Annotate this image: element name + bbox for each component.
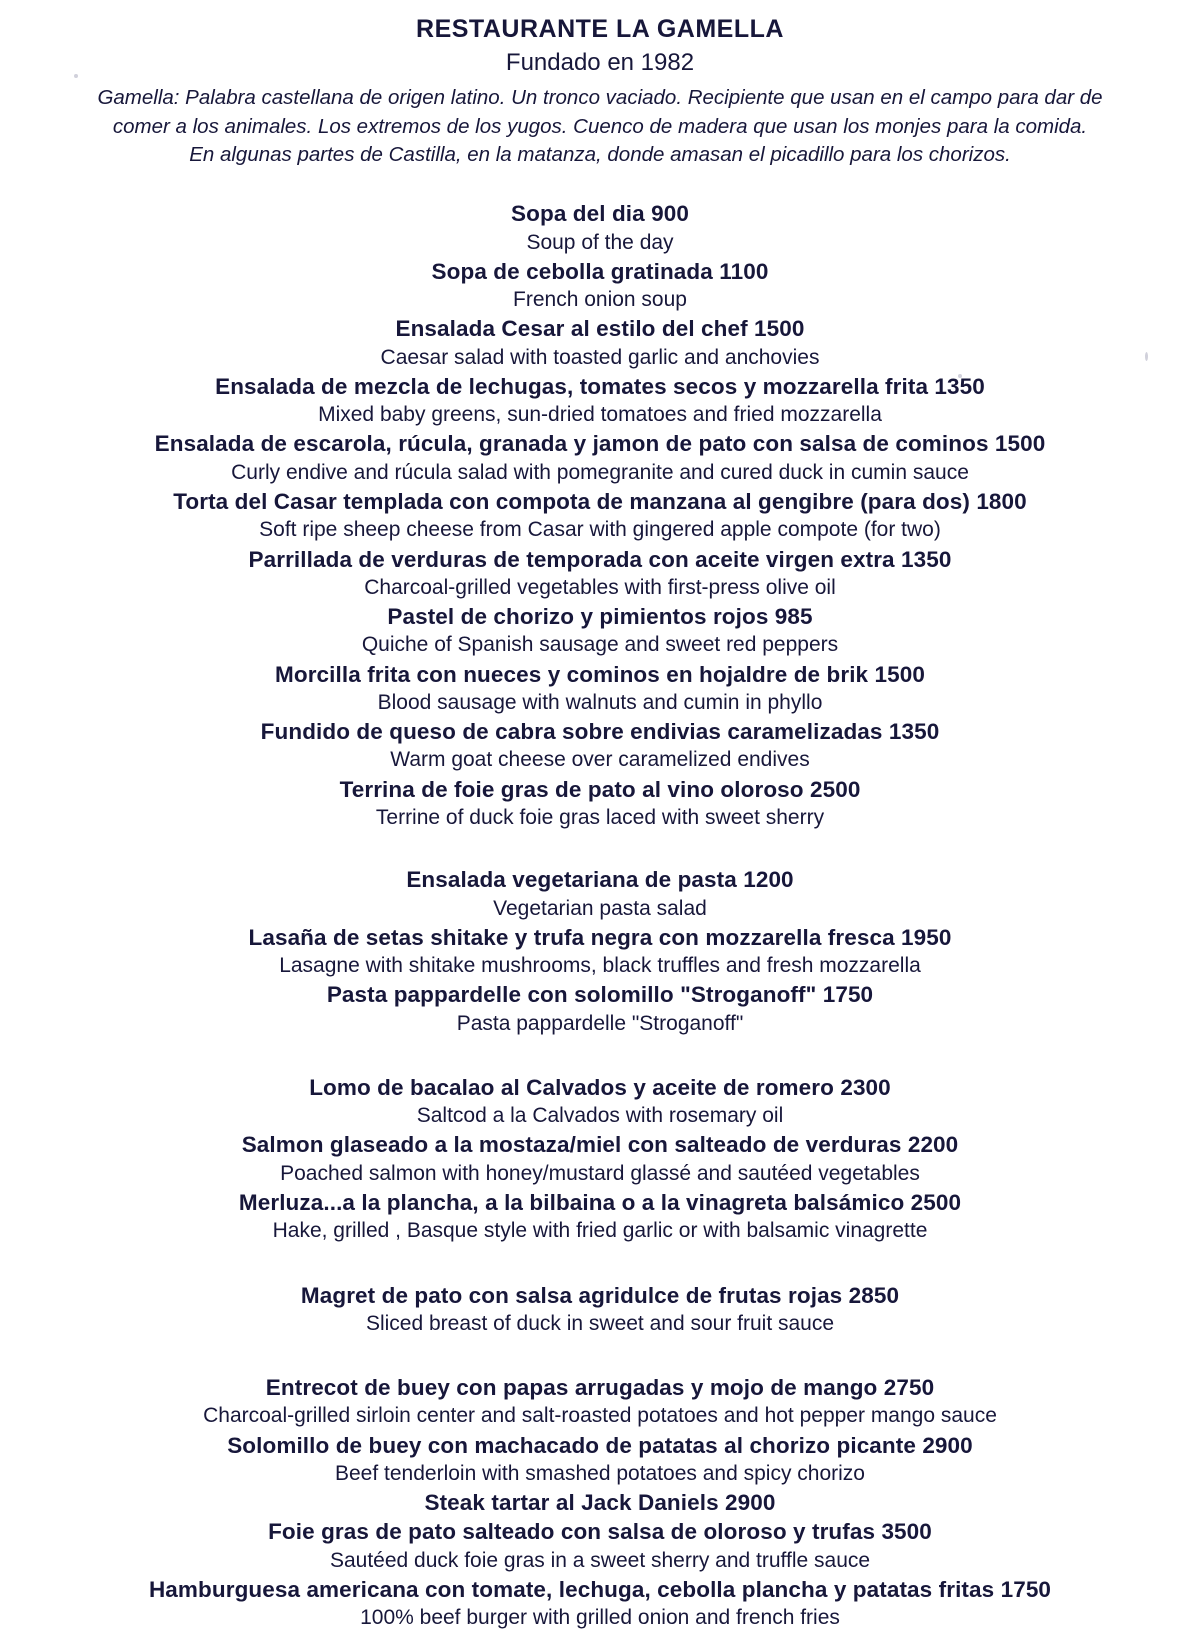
menu-item — [60, 1373, 1140, 1430]
menu-item — [60, 199, 1140, 256]
menu-item — [60, 1517, 1140, 1574]
dish-name: Ensalada vegetariana de pasta 1200 — [406, 867, 794, 893]
dish-name: Sopa del dia 900 — [511, 201, 689, 227]
dish-description: Mixed baby greens, sun-dried tomatoes and fried mozzarella — [318, 403, 882, 427]
dish-description: Sautéed duck foie gras in a sweet sherry and truffle sauce — [329, 1548, 871, 1572]
dish-description: Pasta pappardelle "Stroganoff" — [456, 1011, 744, 1035]
dish-name: Sopa de cebolla gratinada 1100 — [431, 258, 769, 284]
dish-description: Caesar salad with toasted garlic and anchovies — [380, 345, 820, 369]
dish-description: Charcoal-grilled vegetables with first-press olive oil — [364, 575, 836, 599]
menu-item — [60, 1281, 1140, 1338]
dish-description: Soft ripe sheep cheese from Casar with gingered apple compote (for two) — [259, 518, 941, 542]
dish-name: Entrecot de buey con papas arrugadas y mojo de mango 2750 — [265, 1375, 935, 1401]
menu-item — [60, 314, 1140, 371]
menu-item — [60, 372, 1140, 429]
dish-description: Saltcod a la Calvados with rosemary oil — [416, 1104, 784, 1128]
restaurant-name: RESTAURANTE LA GAMELLA — [416, 15, 784, 43]
paper-speck — [1145, 352, 1148, 361]
menu-item — [60, 1575, 1140, 1632]
menu-item — [60, 257, 1140, 314]
menu-item — [60, 1130, 1140, 1187]
menu-section-starters — [60, 199, 1140, 831]
dish-description: Hake, grilled , Basque style with fried garlic or with balsamic vinagrette — [272, 1219, 928, 1243]
menu-item — [60, 487, 1140, 544]
dish-name: Salmon glaseado a la mostaza/miel con salteado de verduras 2200 — [241, 1132, 959, 1158]
paper-speck — [958, 374, 962, 378]
definition-line: comer a los animales. Los extremos de los yugos. Cuenco de madera que usan los monjes para la comida. — [112, 114, 1088, 138]
menu-item — [60, 660, 1140, 717]
dish-name: Morcilla frita con nueces y cominos en hojaldre de brik 1500 — [275, 661, 925, 687]
menu-section-fish — [60, 1073, 1140, 1245]
menu-section-pastas — [60, 865, 1140, 1037]
menu-item — [60, 1488, 1140, 1517]
dish-description: Curly endive and rúcula salad with pomegranite and cured duck in cumin sauce — [231, 460, 969, 484]
menu-item — [60, 1073, 1140, 1130]
dish-description: Lasagne with shitake mushrooms, black truffles and fresh mozzarella — [279, 954, 921, 978]
menu-item — [60, 980, 1140, 1037]
dish-description: Soup of the day — [526, 230, 674, 254]
dish-name: Lasaña de setas shitake y trufa negra con mozzarella fresca 1950 — [248, 924, 952, 950]
menu-item — [60, 1431, 1140, 1488]
dish-name: Hamburguesa americana con tomate, lechuga, cebolla plancha y patatas fritas 1750 — [148, 1577, 1052, 1603]
gamella-definition — [85, 84, 1115, 169]
dish-description: Charcoal-grilled sirloin center and salt-roasted potatoes and hot pepper mango sauce — [203, 1404, 997, 1428]
menu-item — [60, 1188, 1140, 1245]
dish-name: Parrillada de verduras de temporada con aceite virgen extra 1350 — [248, 546, 952, 572]
dish-name: Pastel de chorizo y pimientos rojos 985 — [387, 604, 813, 630]
founded-year: Fundado en 1982 — [505, 49, 695, 77]
dish-description: Quiche of Spanish sausage and sweet red peppers — [361, 633, 839, 657]
dish-description: French onion soup — [513, 288, 687, 312]
paper-speck — [74, 74, 78, 78]
dish-description: Blood sausage with walnuts and cumin in phyllo — [377, 690, 823, 714]
dish-name: Merluza...a la plancha, a la bilbaina o a la vinagreta balsámico 2500 — [238, 1190, 962, 1216]
dish-name: Ensalada Cesar al estilo del chef 1500 — [395, 316, 805, 342]
dish-name: Pasta pappardelle con solomillo "Stroganoff" 1750 — [326, 982, 874, 1008]
dish-name: Fundido de queso de cabra sobre endivias caramelizadas 1350 — [260, 719, 940, 745]
dish-name: Lomo de bacalao al Calvados y aceite de romero 2300 — [309, 1074, 891, 1100]
menu-section-duck — [60, 1281, 1140, 1338]
menu-item — [60, 717, 1140, 774]
dish-name: Steak tartar al Jack Daniels 2900 — [424, 1490, 776, 1516]
menu-item — [60, 923, 1140, 980]
menu-section-meats — [60, 1373, 1140, 1631]
dish-name: Foie gras de pato salteado con salsa de oloroso y trufas 3500 — [268, 1519, 932, 1545]
dish-description: Warm goat cheese over caramelized endives — [390, 748, 810, 772]
definition-line: Gamella: Palabra castellana de origen latino. Un tronco vaciado. Recipiente que usan en el campo para dar de — [97, 86, 1103, 110]
menu-item — [60, 865, 1140, 922]
dish-description: Sliced breast of duck in sweet and sour fruit sauce — [365, 1311, 835, 1335]
dish-name: Magret de pato con salsa agridulce de frutas rojas 2850 — [300, 1282, 900, 1308]
definition-line: En algunas partes de Castilla, en la matanza, donde amasan el picadillo para los chorizos. — [189, 143, 1011, 166]
dish-name: Solomillo de buey con machacado de patatas al chorizo picante 2900 — [227, 1432, 973, 1458]
menu-item — [60, 775, 1140, 832]
dish-name: Ensalada de escarola, rúcula, granada y jamon de pato con salsa de cominos 1500 — [154, 431, 1046, 457]
dish-description: Beef tenderloin with smashed potatoes and spicy chorizo — [335, 1461, 865, 1485]
menu-item — [60, 545, 1140, 602]
menu-header — [60, 14, 1140, 169]
dish-description: Vegetarian pasta salad — [493, 896, 707, 920]
menu-item — [60, 602, 1140, 659]
menu-item — [60, 429, 1140, 486]
dish-name: Torta del Casar templada con compota de manzana al gengibre (para dos) 1800 — [173, 489, 1027, 515]
dish-name: Ensalada de mezcla de lechugas, tomates secos y mozzarella frita 1350 — [215, 373, 985, 399]
dish-description: Poached salmon with honey/mustard glassé and sautéed vegetables — [280, 1161, 920, 1185]
dish-description: Terrine of duck foie gras laced with sweet sherry — [375, 806, 825, 829]
dish-description: 100% beef burger with grilled onion and french fries — [360, 1606, 840, 1630]
dish-name: Terrina de foie gras de pato al vino oloroso 2500 — [339, 776, 861, 802]
